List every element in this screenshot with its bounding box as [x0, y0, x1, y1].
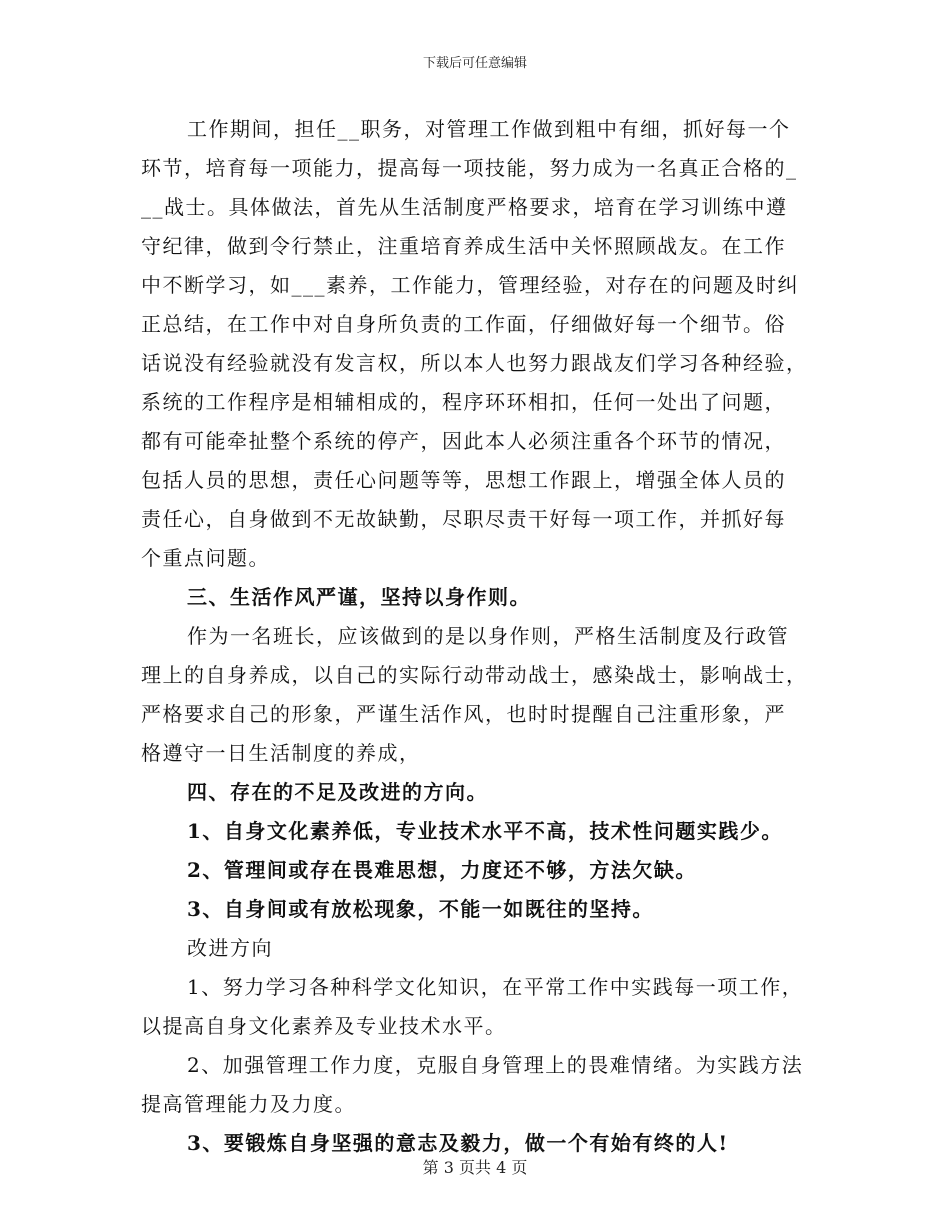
section-heading-line: 四、存在的不足及改进的方向。: [187, 780, 488, 804]
body-text-line: 以提高自身文化素养及专业技术水平。: [141, 1014, 507, 1038]
body-text-line: 工作期间，担任__职务，对管理工作做到粗中有细，抓好每一个: [187, 117, 791, 141]
body-text-line: 1、努力学习各种科学文化知识，在平常工作中实践每一项工作，: [187, 975, 804, 999]
body-text-line: 责任心，自身做到不无故缺勤，尽职尽责干好每一项工作，并抓好每: [141, 507, 786, 531]
page-footer: 第 3 页共 4 页: [422, 1158, 528, 1177]
body-text-line: 严格要求自己的形象，严谨生活作风，也时时提醒自己注重形象，严: [141, 702, 786, 726]
body-text-line: 系统的工作程序是相辅相成的，程序环环相扣，任何一处出了问题，: [141, 390, 786, 414]
body-text-line: 格遵守一日生活制度的养成，: [141, 741, 421, 765]
section-heading-line: 3、自身间或有放松现象，不能一如既往的坚持。: [187, 897, 654, 921]
body-text-line: 2、加强管理工作力度，克服自身管理上的畏难情绪。为实践方法: [187, 1053, 804, 1077]
body-text-line: 正总结，在工作中对自身所负责的工作面，仔细做好每一个细节。俗: [141, 312, 786, 336]
body-text-line: 提高管理能力及力度。: [141, 1092, 356, 1116]
body-text-line: 包括人员的思想，责任心问题等等，思想工作跟上，增强全体人员的: [141, 468, 786, 492]
section-heading-line: 2、管理间或存在畏难思想，力度还不够，方法欠缺。: [187, 858, 697, 882]
body-text-line: 理上的自身养成，以自己的实际行动带动战士，感染战士，影响战士，: [141, 663, 808, 687]
body-text-line: 环节，培育每一项能力，提高每一项技能，努力成为一名真正合格的_: [141, 156, 798, 180]
section-heading-line: 3、要锻炼自身坚强的意志及毅力，做一个有始有终的人!: [187, 1131, 729, 1155]
body-text-line: 守纪律，做到令行禁止，注重培育养成生活中关怀照顾战友。在工作: [141, 234, 786, 258]
body-text-line: 话说没有经验就没有发言权，所以本人也努力跟战友们学习各种经验，: [141, 351, 808, 375]
page-header: 下载后可任意编辑: [422, 56, 527, 71]
body-text-line: 个重点问题。: [141, 546, 270, 570]
section-heading-line: 三、生活作风严谨，坚持以身作则。: [187, 585, 531, 609]
body-text-line: __战士。具体做法，首先从生活制度严格要求，培育在学习训练中遵: [141, 195, 788, 219]
body-text-line: 都有可能牵扯整个系统的停产，因此本人必须注重各个环节的情况，: [141, 429, 786, 453]
document-body: [141, 110, 809, 1163]
body-text-line: 改进方向: [187, 936, 273, 960]
body-text-line: 中不断学习，如___素养，工作能力，管理经验，对存在的问题及时纠: [141, 273, 799, 297]
section-heading-line: 1、自身文化素养低，专业技术水平不高，技术性问题实践少。: [187, 819, 783, 843]
body-text-line: 作为一名班长，应该做到的是以身作则，严格生活制度及行政管: [187, 624, 789, 648]
